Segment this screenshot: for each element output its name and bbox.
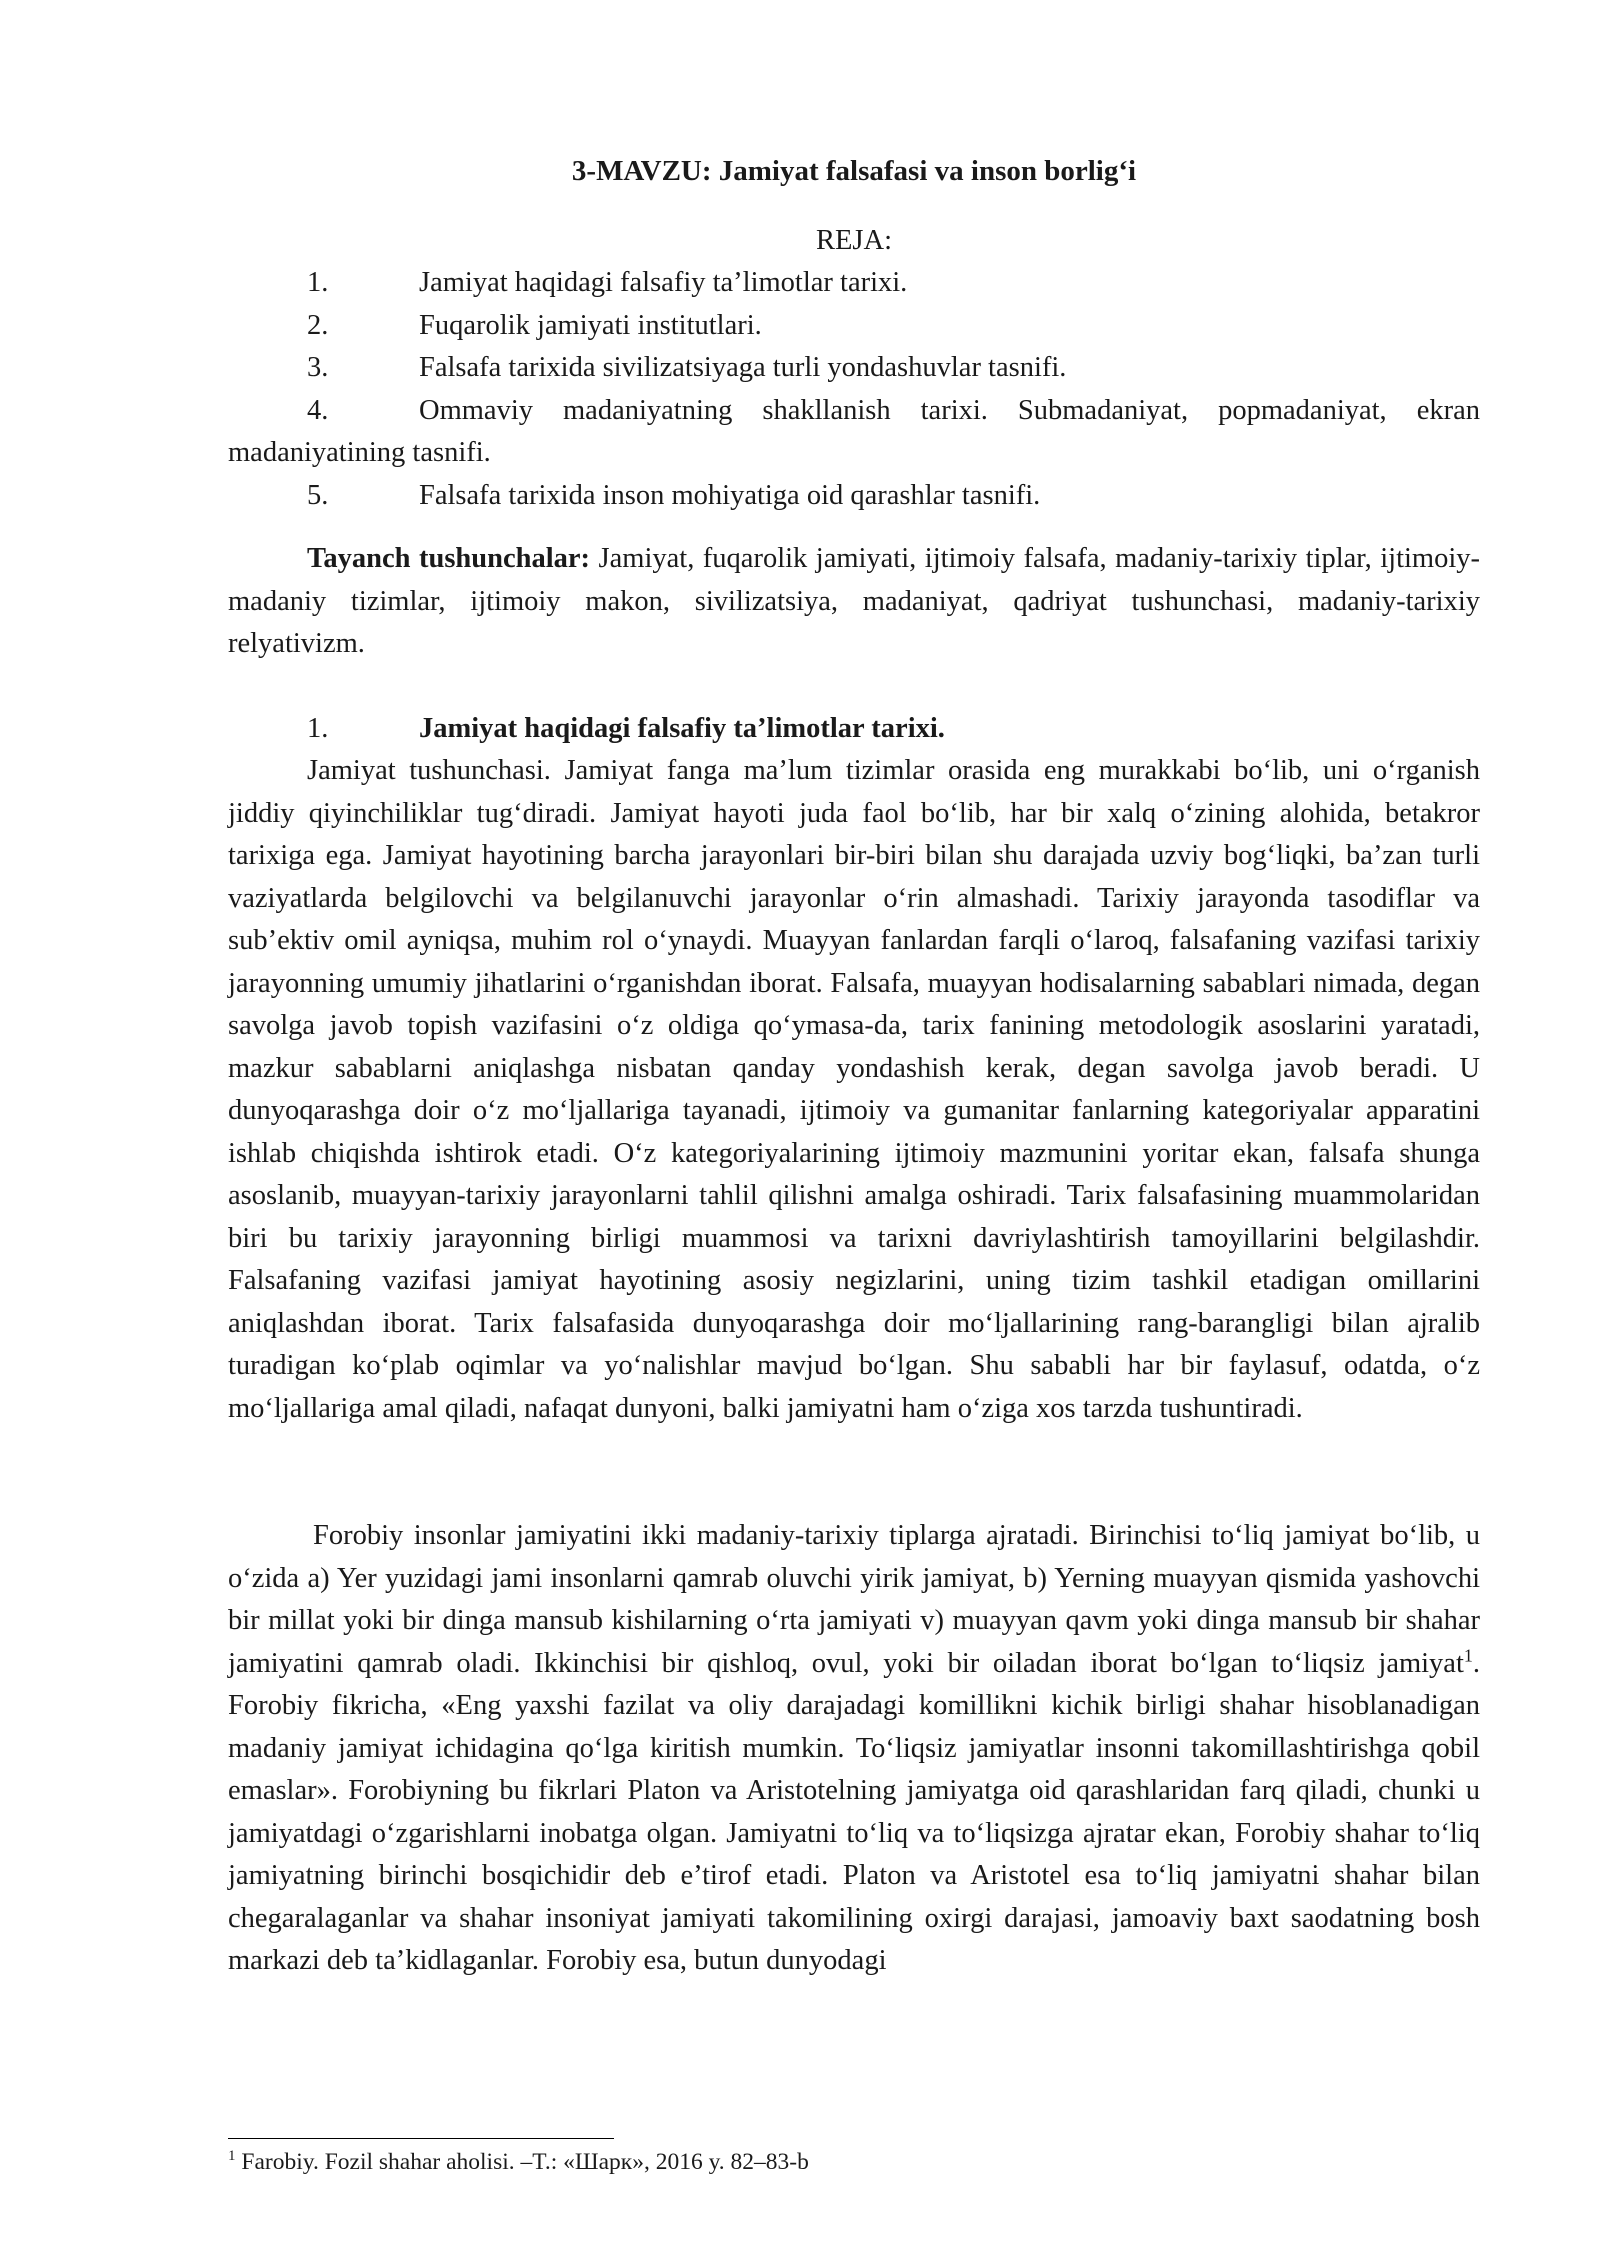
section-number: 1. [307,713,329,744]
key-terms-paragraph [228,538,1480,666]
plan-item-number: 1. [307,267,329,298]
page-title: 3-MAVZU: Jamiyat falsafasi va inson borlig‘i [571,155,1137,187]
plan-item [228,475,1480,518]
plan-item-text: Falsafa tarixida inson mohiyatiga oid qarashlar tasnifi. [419,479,1041,511]
plan-item-text: Falsafa tarixida sivilizatsiyaga turli yondashuvlar tasnifi. [419,352,1067,383]
plan-item-text: Ommaviy madaniyatning shakllanish tarixi. Submadaniyat, popmadaniyat, ekran madaniyatining tasnifi. [228,394,1480,468]
plan-list [228,262,1480,517]
plan-item [228,262,1480,305]
plan-item-number: 4. [307,394,329,426]
paragraph-text: Forobiy insonlar jamiyatini ikki madaniy-tarixiy tiplarga ajratadi. Birinchisi to‘liq jamiyat bo‘lib, u o‘zida a) Yer yuzidagi jami insonlarni qamrab oluvchi yirik jamiyat, b) Yerning muayyan qismida yashovchi bir millat yoki bir dinga mansub kishilarning o‘rta jamiyati v) muayyan qavm yoki dinga mansub bir shahar jamiyatini qamrab oladi. Ikkinchisi bir qishloq, ovul, yoki bir oiladan iborat bo‘lgan to‘liqsiz jamiyat [228,1520,1480,1679]
plan-item [228,305,1480,348]
plan-item-text: Fuqarolik jamiyati institutlari. [419,309,762,341]
body-paragraph [228,1515,1480,1983]
plan-item-number: 2. [307,309,329,341]
plan-heading: REJA: [815,225,892,256]
key-terms-label: Tayanch tushunchalar: [307,543,591,574]
key-terms-text: Jamiyat, fuqarolik jamiyati, ijtimoiy falsafa, madaniy-tarixiy tiplar, ijtimoiy-madaniy tizimlar, ijtimoiy makon, sivilizatsiya, madaniyat, qadriyat tushunchasi, madaniy-tarixiy relyativizm. [228,543,1480,659]
body-paragraph: Jamiyat tushunchasi. Jamiyat fanga ma’lum tizimlar orasida eng murakkabi bo‘lib, uni o‘rganish jiddiy qiyinchiliklar tug‘diradi. Jamiyat hayoti juda faol bo‘lib, har bir xalq o‘zining alohida, betakror tarixiga ega. Jamiyat hayotining barcha jarayonlari bir-biri bilan shu darajada uzviy bog‘liqki, ba’zan turli vaziyatlarda belgilovchi va belgilanuvchi jarayonlar o‘rin almashadi. Tarixiy jarayonda tasodiflar va sub’ektiv omil ayniqsa, muhim rol o‘ynaydi. Muayyan fanlardan farqli o‘laroq, falsafaning vazifasi tarixiy jarayonning umumiy jihatlarini o‘rganishdan iborat. Falsafa, muayyan hodisalarning sabablari nimada, degan savolga javob topish vazifasini o‘z oldiga qo‘ymasa-da, tarix fanining metodologik asoslarini yaratadi, mazkur sabablarni aniqlashga nisbatan qanday yondashish kerak, degan savolga javob beradi. U dunyoqarashga doir o‘z mo‘ljallariga tayanadi, ijtimoiy va gumanitar fanlarning kategoriyalar apparatini ishlab chiqishda ishtirok etadi. O‘z kategoriyalarining ijtimoiy mazmunini yoritar ekan, falsafa shunga asoslanib, muayyan-tarixiy jarayonlarni tahlil qilishni amalga oshiradi. Tarix falsafasining muammolaridan biri bu tarixiy jarayonning birligi muammosi va tarixni davriylashtirish tamoyillarini belgilashdir. Falsafaning vazifasi jamiyat hayotining asosiy negizlarini, uning tizim tashkil etadigan omillarini aniqlashdan iborat. Tarix falsafasida dunyoqarashga doir mo‘ljallarining rang-barangligi bilan ajralib turadigan ko‘plab oqimlar va yo‘nalishlar mavjud bo‘lgan. Shu sababli har bir faylasuf, odatda, o‘z mo‘ljallariga amal qiladi, nafaqat dunyoni, balki jamiyatni ham o‘ziga xos tarzda tushuntiradi. [228,755,1480,1424]
plan-item-number: 5. [307,479,329,511]
footnote [228,2146,1480,2178]
section-title: Jamiyat haqidagi falsafiy ta’limotlar tarixi. [419,713,945,744]
footnote-reference: 1 [1463,1645,1473,1665]
plan-item [228,347,1480,390]
plan-item-number: 3. [307,352,329,383]
footnote-mark: 1 [228,2148,236,2165]
document-page [228,0,1480,2262]
footnote-text: Farobiy. Fozil shahar aholisi. –T.: «Шарк», 2016 y. 82–83-b [235,2149,809,2175]
footnote-divider [228,2138,614,2139]
plan-item-text: Jamiyat haqidagi falsafiy ta’limotlar tarixi. [419,267,908,298]
paragraph-text: . Forobiy fikricha, «Eng yaxshi fazilat va oliy darajadagi komillikni kichik birligi shahar hisoblanadigan madaniy jamiyat ichidagina qo‘lga kiritish mumkin. To‘liqsiz jamiyatlar insonni takomillashtirishga qobil emaslar». Forobiyning bu fikrlari Platon va Aristotelning jamiyatga oid qarashlaridan farq qiladi, chunki u jamiyatdagi o‘zgarishlarni inobatga olgan. Jamiyatni to‘liq va to‘liqsizga ajratar ekan, Forobiy shahar to‘liq jamiyatning birinchi bosqichidir deb e’tirof etadi. Platon va Aristotel esa to‘liq jamiyatni shahar bilan chegaralaganlar va shahar insoniyat jamiyati takomilining oxirgi darajasi, jamoaviy baxt saodatning bosh markazi deb ta’kidlaganlar. Forobiy esa, butun dunyodagi [228,1647,1480,1976]
plan-item [228,390,1480,475]
